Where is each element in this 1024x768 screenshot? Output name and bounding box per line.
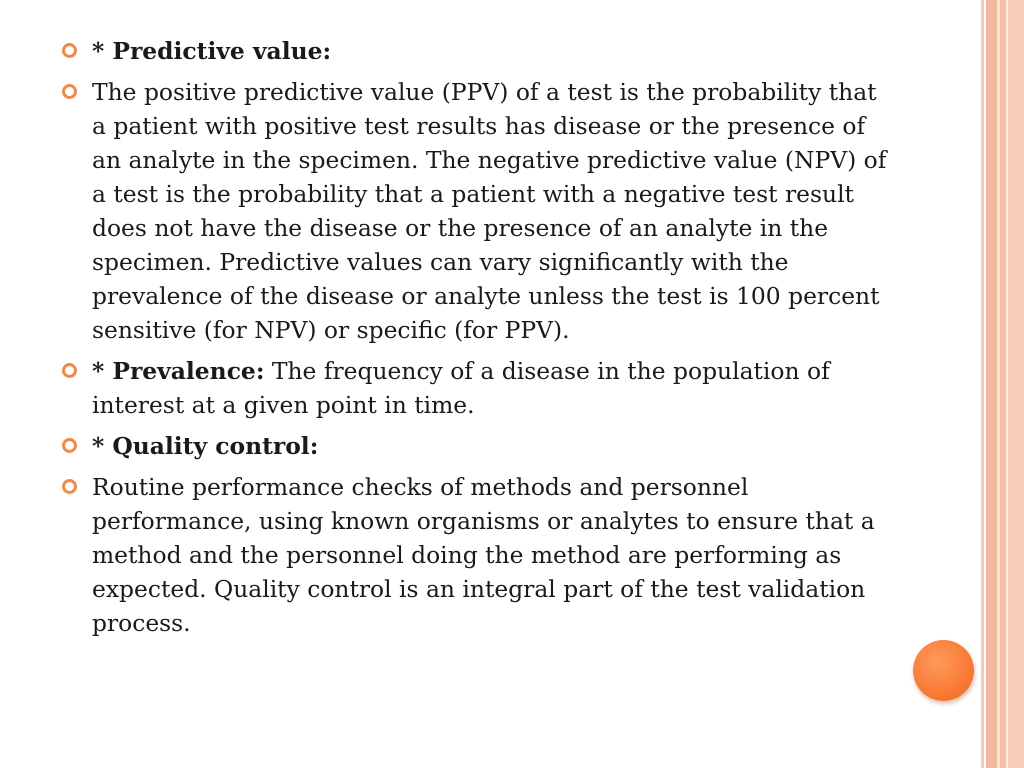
bullet-predictive-value-definition xyxy=(62,75,892,347)
ring-bullet-icon xyxy=(62,479,77,494)
bullet-quality-control-definition xyxy=(62,470,892,640)
bullet-heading: * Predictive value: xyxy=(92,37,332,65)
ring-bullet-icon xyxy=(62,363,77,378)
bullet-predictive-value-heading xyxy=(62,34,892,68)
decorative-stripe xyxy=(981,0,984,768)
bullet-text: Routine performance checks of methods and personnel performance, using known organisms or analytes to ensure that a method and the personnel doing the method are performing as expected. Quality control is an integral part of the test validation process. xyxy=(92,473,875,637)
bullet-heading: * Quality control: xyxy=(92,432,319,460)
slide-body xyxy=(62,34,892,647)
ring-bullet-icon xyxy=(62,43,77,58)
bullet-heading: * Prevalence: xyxy=(92,357,265,385)
ring-bullet-icon xyxy=(62,438,77,453)
ring-bullet-icon xyxy=(62,84,77,99)
decorative-stripe xyxy=(1008,0,1024,768)
bullet-text: The positive predictive value (PPV) of a test is the probability that a patient with positive test results has disease or the presence of an analyte in the specimen. The negative predictive value (NPV) of a test is the probability that a patient with a negative test result does not have the disease or the presence of an analyte in the specimen. Predictive values can vary significantly with the prevalence of the disease or analyte unless the test is 100 percent sensitive (for NPV) or specific (for PPV). xyxy=(92,78,887,344)
bullet-text: The frequency of a disease in the population of interest at a given point in time. xyxy=(92,357,830,419)
bullet-prevalence xyxy=(62,354,892,422)
bullet-quality-control-heading xyxy=(62,429,892,463)
decorative-circle-icon xyxy=(913,640,974,701)
decorative-stripe xyxy=(986,0,997,768)
